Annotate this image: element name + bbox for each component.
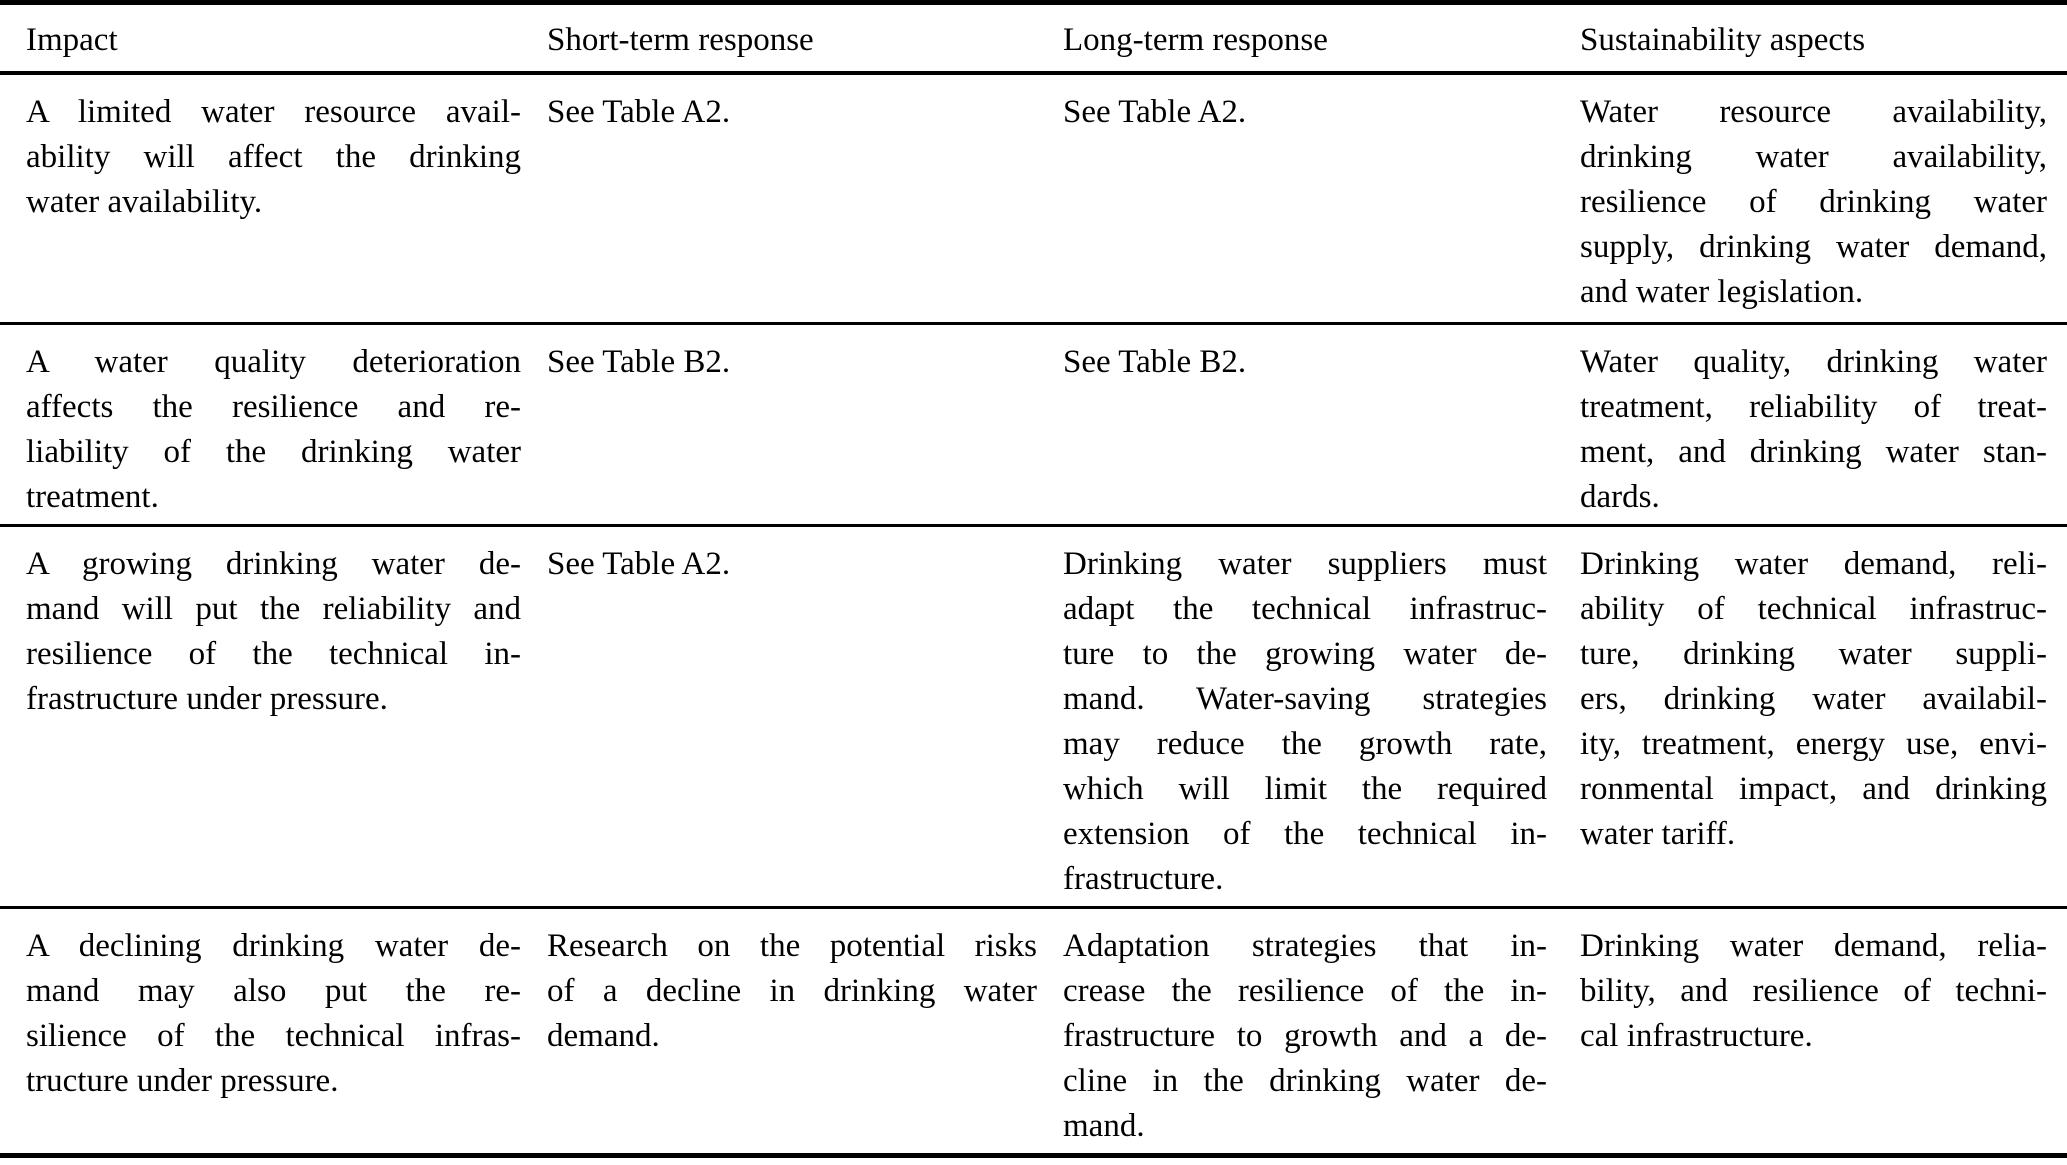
cell-long-term-response <box>1050 907 1567 1155</box>
cell-text-line: mand may also put the re- <box>26 972 521 1009</box>
cell-text-line: affects the resilience and re- <box>26 388 521 425</box>
cell-text-line: extension of the technical in- <box>1063 815 1547 852</box>
table-row <box>0 73 2067 323</box>
cell-sustainability-aspects <box>1567 73 2067 323</box>
cell-text-line: See Table B2. <box>1063 343 1247 380</box>
cell-text-line: See Table A2. <box>547 545 731 582</box>
cell-text-line: treatment. <box>26 478 159 515</box>
cell-text-line: See Table A2. <box>1063 94 1247 130</box>
cell-text-line: A growing drinking water de- <box>26 545 521 582</box>
cell-short-term-response <box>534 525 1050 907</box>
column-header-long-term-response: Long-term response <box>1063 22 1328 58</box>
cell-text-line: cline in the drinking water de- <box>1063 1062 1547 1099</box>
cell-short-term-response <box>534 907 1050 1155</box>
cell-text-line: ers, drinking water availabil- <box>1580 680 2047 717</box>
cell-text-line: frastructure. <box>1063 860 1224 897</box>
cell-text-line: supply, drinking water demand, <box>1580 229 2047 265</box>
cell-text-line: bility, and resilience of techni- <box>1580 972 2047 1009</box>
cell-text-line: Adaptation strategies that in- <box>1063 927 1547 964</box>
cell-text-line: See Table B2. <box>547 343 731 380</box>
header-row <box>0 3 2067 74</box>
cell-text-line: Drinking water demand, relia- <box>1580 927 2047 964</box>
cell-long-term-response <box>1050 525 1567 907</box>
cell-text-line: Water quality, drinking water <box>1580 343 2047 380</box>
cell-text-line: ronmental impact, and drinking <box>1580 770 2047 807</box>
cell-long-term-response <box>1050 323 1567 525</box>
cell-text-line: Drinking water suppliers must <box>1063 545 1547 582</box>
cell-text-line: A water quality deterioration <box>26 343 521 380</box>
column-header-short-term-response: Short-term response <box>547 22 814 58</box>
cell-text-line: mand will put the reliability and <box>26 590 521 627</box>
cell-text-line: liability of the drinking water <box>26 433 521 470</box>
cell-text-line: water availability. <box>26 184 263 220</box>
cell-text-line: Drinking water demand, reli- <box>1580 545 2047 582</box>
cell-text-line: silience of the technical infras- <box>26 1017 521 1054</box>
cell-short-term-response <box>534 73 1050 323</box>
cell-text-line: ture to the growing water de- <box>1063 635 1547 672</box>
cell-text-line: and water legislation. <box>1580 274 1864 310</box>
cell-impact <box>0 73 534 323</box>
cell-text-line: Water resource availability, <box>1580 94 2047 130</box>
cell-text-line: ability will affect the drinking <box>26 139 521 175</box>
cell-long-term-response <box>1050 73 1567 323</box>
cell-text-line: cal infrastructure. <box>1580 1017 1813 1054</box>
cell-text-line: Research on the potential risks <box>547 927 1037 964</box>
cell-short-term-response <box>534 323 1050 525</box>
cell-text-line: adapt the technical infrastruc- <box>1063 590 1547 627</box>
cell-text-line: A declining drinking water de- <box>26 927 521 964</box>
cell-text-line: frastructure under pressure. <box>26 680 388 717</box>
cell-text-line: demand. <box>547 1017 660 1054</box>
cell-text-line: ture, drinking water suppli- <box>1580 635 2047 672</box>
cell-text-line: ability of technical infrastruc- <box>1580 590 2047 627</box>
cell-sustainability-aspects <box>1567 525 2067 907</box>
cell-impact <box>0 907 534 1155</box>
cell-text-line: mand. <box>1063 1107 1145 1144</box>
cell-text-line: resilience of the technical in- <box>26 635 521 672</box>
cell-text-line: ity, treatment, energy use, envi- <box>1580 725 2047 762</box>
table-row <box>0 525 2067 907</box>
cell-text-line: dards. <box>1580 478 1660 515</box>
cell-text-line: frastructure to growth and a de- <box>1063 1017 1547 1054</box>
column-header-impact: Impact <box>26 22 118 58</box>
column-header-sustainability-aspects: Sustainability aspects <box>1580 22 1866 58</box>
table-row <box>0 907 2067 1155</box>
cell-text-line: of a decline in drinking water <box>547 972 1037 1009</box>
cell-text-line: which will limit the required <box>1063 770 1547 807</box>
cell-text-line: treatment, reliability of treat- <box>1580 388 2047 425</box>
cell-text-line: drinking water availability, <box>1580 139 2047 175</box>
cell-text-line: water tariff. <box>1580 815 1736 852</box>
cell-text-line: may reduce the growth rate, <box>1063 725 1547 762</box>
cell-impact <box>0 525 534 907</box>
cell-text-line: mand. Water-saving strategies <box>1063 680 1547 717</box>
cell-text-line: ment, and drinking water stan- <box>1580 433 2047 470</box>
cell-sustainability-aspects <box>1567 323 2067 525</box>
cell-sustainability-aspects <box>1567 907 2067 1155</box>
table-row <box>0 323 2067 525</box>
cell-text-line: resilience of drinking water <box>1580 184 2047 220</box>
cell-impact <box>0 323 534 525</box>
cell-text-line: tructure under pressure. <box>26 1062 339 1099</box>
cell-text-line: A limited water resource avail- <box>26 94 521 130</box>
cell-text-line: See Table A2. <box>547 94 731 130</box>
cell-text-line: crease the resilience of the in- <box>1063 972 1547 1009</box>
